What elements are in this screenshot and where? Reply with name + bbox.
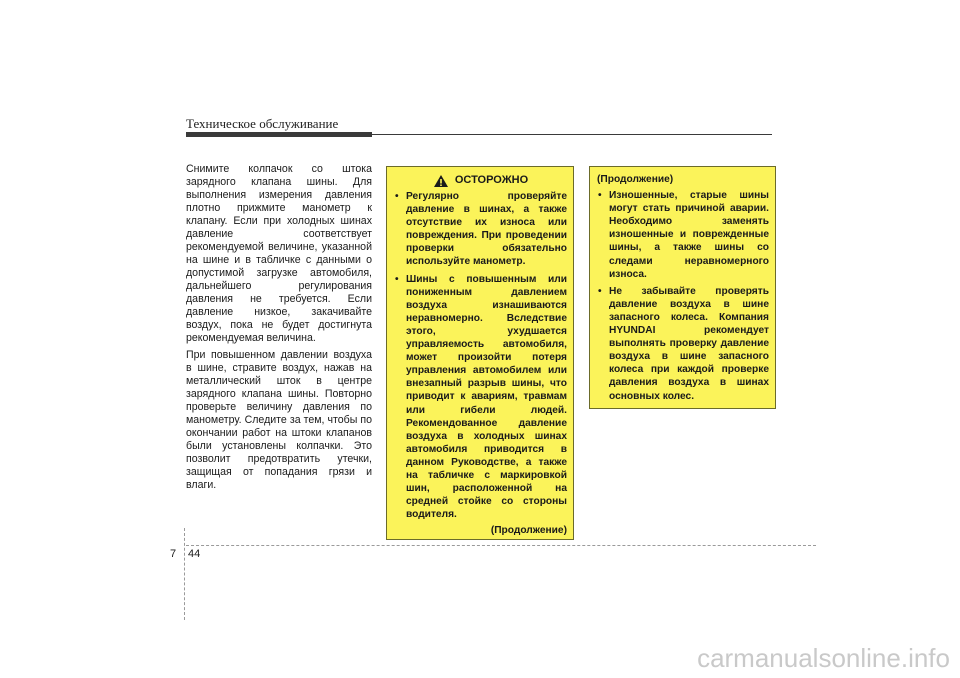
continued-heading: (Продолжение): [597, 174, 674, 185]
header-bar: [186, 132, 372, 137]
footer-vertical-rule: [184, 528, 185, 620]
warning-list: [394, 190, 567, 521]
footer-rule: [186, 545, 816, 546]
warning-box: [386, 166, 574, 540]
warning-title: ОСТОРОЖНО: [454, 174, 529, 187]
page-header-title: Техническое обслуживание: [186, 116, 339, 131]
watermark: carmanualsonline.info: [697, 643, 950, 673]
warning-header: [394, 174, 567, 188]
continued-box: [589, 166, 776, 409]
list-item: • Изношенные, старые шины могут стать причиной аварии. Необходимо заменять изношенные и поврежденные шины, а также шины со следами неравномерного износа.: [597, 189, 769, 281]
left-column-text: [186, 163, 372, 496]
warning-triangle-icon: [433, 174, 449, 188]
list-item: • Не забывайте проверять давление воздуха в шине запасного колеса. Компания HYUNDAI рекомендует выполнять проверку давление воздуха в шине запасного колеса при каждой проверке давления воздуха в шинах основных колес.: [597, 285, 769, 403]
paragraph: При повышенном давлении воздуха в шине, стравите воздух, нажав на металлический шток в центре зарядного клапана шины. Повторно проверьте величину давления по манометру. Следите за тем, чтобы по окончании работ на штоки клапанов были установлены колпачки. Это позволит предотвратить утечки, защищая от попадания грязи и влаги.: [186, 349, 372, 491]
paragraph: Снимите колпачок со штока зарядного клапана шины. Для выполнения измерения давления плотно прижмите манометр к клапану. Если при холодных шинах давление соответствует рекомендуемой величине, указанной на шине и в табличке с данными о допустимой загрузке автомобиля, дальнейшего регулирования давления не требуется. Если давление низкое, закачивайте воздух, пока не будет достигнута рекомендуемая величина.: [186, 163, 372, 344]
continued-list: [597, 189, 769, 403]
page-chapter: 7: [170, 548, 177, 560]
list-item: • Регулярно проверяйте давление в шинах, а также отсутствие их износа или повреждения. При проведении проверки обязательно используйте манометр.: [394, 190, 567, 269]
page-number: 44: [188, 548, 201, 560]
continued-label: (Продолжение): [490, 525, 567, 537]
header-rule: [372, 134, 772, 135]
list-item: • Шины с повышенным или пониженным давлением воздуха изнашиваются неравномерно. Вследствие этого, ухудшается управляемость автомобиля, может произойти потеря управления автомобилем или внезапный разрыв шины, что приводит к авариям, травмам или гибели людей. Рекомендованное давление воздуха в холодных шинах автомобиля приводится в данном Руководстве, а также на табличке с маркировкой шин, расположенной на средней стойке со стороны водителя.: [394, 273, 567, 522]
